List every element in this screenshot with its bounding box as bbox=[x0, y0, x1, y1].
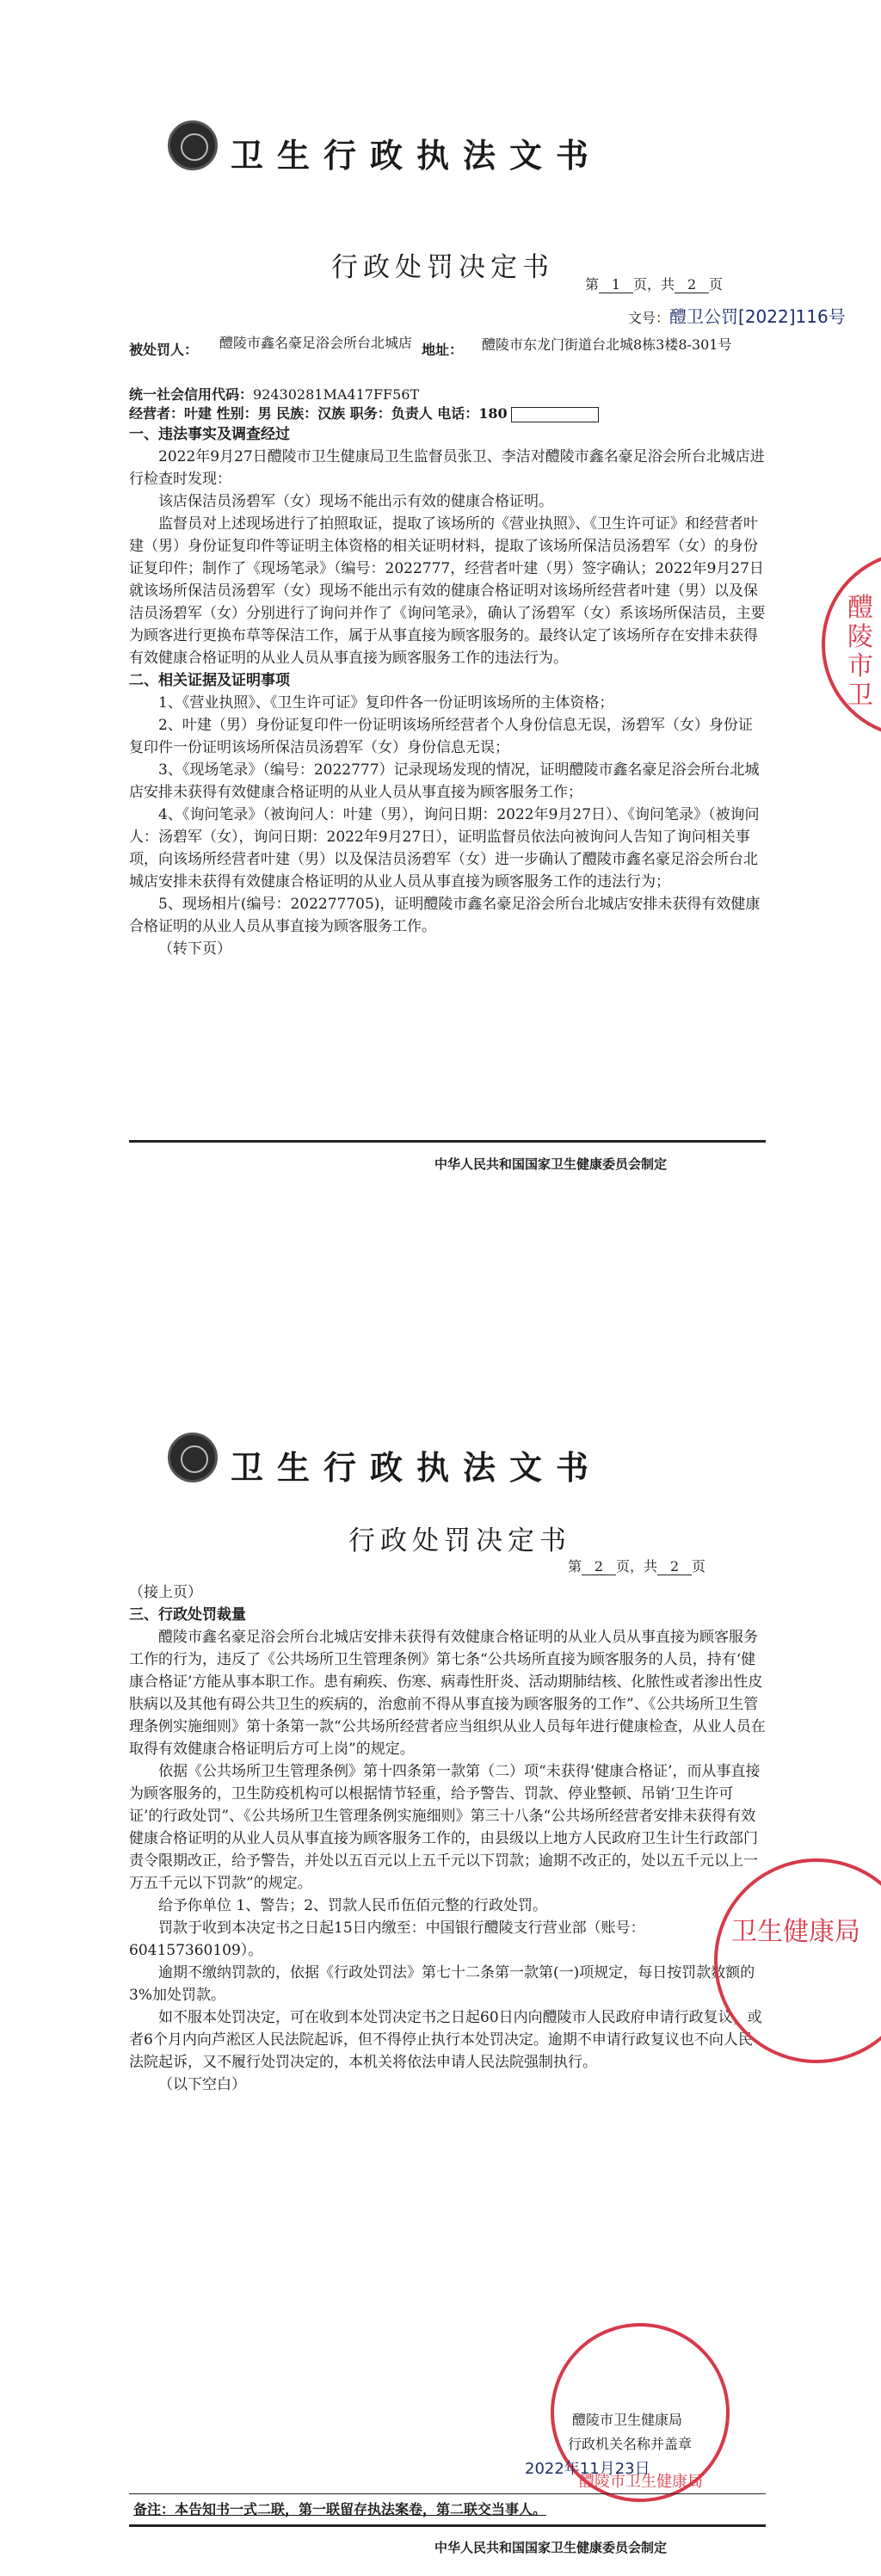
seal-text: 醴陵市卫 bbox=[847, 593, 873, 711]
section-1-para: 监督员对上述现场进行了拍照取证，提取了该场所的《营业执照》、《卫生许可证》和经营者叶建（男）身份证复印件等证明主体资格的相关证明材料，提取了该场所保洁员汤碧军（女）的身份证复印件；制作了《现场笔录》（编号：2022777，经营者叶建（男）签字确认；2022年9月27日就该场所保洁员汤碧军（女）现场不能出示有效的健康合格证明对该场所经营者叶建（男）以及保洁员汤碧军（女）分别进行了询问并作了《询问笔录》，确认了汤碧军（女）系该场所保洁员，主要为顾客进行更换布草等保洁工作，属于从事直接为顾客服务的。最终认定了该场所存在安排未获得有效健康合格证明的从业人员从事直接为顾客服务工作的违法行为。 bbox=[129, 515, 766, 667]
document-number: 文号：醴卫公罚[2022]116号 bbox=[628, 306, 846, 327]
party-address: 醴陵市东龙门街道台北城8栋3楼8-301号 bbox=[482, 336, 732, 353]
page-info: 第 2 页，共 2 页 bbox=[568, 1558, 706, 1575]
section-3-para: 如不服本处罚决定，可在收到本处罚决定书之日起60日内向醴陵市人民政府申请行政复议，或者6个月内向芦淞区人民法院起诉，但不得停止执行本处罚决定。逾期不申请行政复议也不向人民法院起诉，又不履行处罚决定的，本机关将依法申请人民法院强制执行。 bbox=[129, 2009, 762, 2071]
decision-title: 行政处罚决定书 bbox=[331, 252, 554, 283]
credit-code-line: 统一社会信用代码：92430281MA417FF56T bbox=[129, 386, 420, 403]
operator-line: 经营者：叶建 性别：男 民族：汉族 职务：负责人 电话：180 bbox=[129, 403, 599, 422]
section-1 bbox=[129, 423, 766, 960]
seal-text: 卫生健康局 bbox=[731, 1917, 860, 1947]
national-emblem-icon bbox=[168, 1433, 218, 1482]
section-3-para: 逾期不缴纳罚款的，依据《行政处罚法》第七十二条第一款第(一)项规定，每日按罚款数额的3%加处罚款。 bbox=[129, 1964, 755, 2004]
remarks-note: 备注：本告知书一式二联，第一联留存执法案卷，第二联交当事人。 bbox=[133, 2501, 547, 2517]
page-footer: 中华人民共和国国家卫生健康委员会制定 bbox=[434, 1156, 668, 1172]
party-name: 醴陵市鑫名豪足浴会所台北城店 bbox=[219, 335, 413, 351]
page-info: 第 1 页，共 2 页 bbox=[585, 276, 724, 293]
section-2-item: 5、现场相片(编号：202277705)，证明醴陵市鑫名豪足浴会所台北城店安排未获得有效健康合格证明的从业人员从事直接为顾客服务工作。 bbox=[129, 896, 761, 935]
page-footer: 中华人民共和国国家卫生健康委员会制定 bbox=[434, 2540, 668, 2555]
agency-name: 醴陵市卫生健康局 bbox=[572, 2412, 683, 2428]
continue-note: （转下页） bbox=[158, 940, 231, 958]
section-2-item: 4、《询问笔录》（被询问人：叶建（男），询问日期：2022年9月27日）、《询问笔录》（被询问人：汤碧军（女），询问日期：2022年9月27日），证明监督员依法向被询问人告知了询问相关事项，向该场所经营者叶建（男）以及保洁员汤碧军（女）进一步确认了醴陵市鑫名豪足浴会所台北城店安排未获得有效健康合格证明的从业人员从事直接为顾客服务工作的违法行为； bbox=[129, 806, 760, 891]
section-3-para: 给予你单位 1、警告；2、罚款人民币伍佰元整的行政处罚。 bbox=[158, 1897, 548, 1914]
section-3-para: 依据《公共场所卫生管理条例》第十四条第一款第（二）项“未获得‘健康合格证’，而从事直接为顾客服务的，卫生防疫机构可以根据情节轻重，给予警告、罚款、停业整顿、吊销‘卫生许可证’的行政处罚”、《公共场所卫生管理条例实施细则》第三十八条“公共场所经营者安排未获得有效健康合格证明的从业人员从事直接为顾客服务工作的，由县级以上地方人民政府卫生计生行政部门责令限期改正，给予警告，并处以五百元以上五千元以下罚款；逾期不改正的，处以五千元以上一万五千元以下罚款”的规定。 bbox=[129, 1763, 761, 1892]
redacted-phone-box bbox=[511, 407, 599, 422]
decision-date: 2022年11月23日 bbox=[525, 2460, 650, 2478]
section-3-para: 罚款于收到本决定书之日起15日内缴至：中国银行醴陵支行营业部（账号：604157360109）。 bbox=[129, 1920, 645, 1959]
section-3-para: 醴陵市鑫名豪足浴会所台北城店安排未获得有效健康合格证明的从业人员从事直接为顾客服务工作的行为，违反了《公共场所卫生管理条例》第七条“公共场所直接为顾客服务的人员，持有‘健康合格证’方能从事本职工作。患有痢疾、伤寒、病毒性肝炎、活动期肺结核、化脓性或者渗出性皮肤病以及其他有碍公共卫生的疾病的，治愈前不得从事直接为顾客服务的工作”、《公共场所卫生管理条例实施细则》第十条第一款“公共场所经营者应当组织从业人员每年进行健康检查，从业人员在取得有效健康合格证明后方可上岗”的规定。 bbox=[129, 1629, 766, 1758]
seal-text: 醴陵市卫生健康局 bbox=[579, 2473, 703, 2491]
section-2-item: 1、《营业执照》、《卫生许可证》复印件各一份证明该场所的主体资格； bbox=[158, 694, 614, 712]
section-2-item: 3、《现场笔录》（编号：2022777）记录现场发现的情况，证明醴陵市鑫名豪足浴会所台北城店安排未获得有效健康合格证明的从业人员从事直接为顾客服务工作； bbox=[129, 761, 760, 801]
note-rule bbox=[129, 2493, 766, 2494]
footer-rule bbox=[129, 1140, 766, 1143]
section-2-item: 2、叶建（男）身份证复印件一份证明该场所经营者个人身份信息无误，汤碧军（女）身份证复印件一份证明该场所保洁员汤碧军（女）身份信息无误； bbox=[129, 717, 753, 756]
section-3-title: 三、行政处罚裁量 bbox=[129, 1606, 246, 1624]
document-header-title: 卫生行政执法文书 bbox=[231, 1449, 603, 1487]
section-1-para: 该店保洁员汤碧军（女）现场不能出示有效的健康合格证明。 bbox=[158, 493, 553, 510]
section-1-para: 2022年9月27日醴陵市卫生健康局卫生监督员张卫、李洁对醴陵市鑫名豪足浴会所台北城店进行检查时发现： bbox=[129, 448, 765, 488]
agency-seal-note: 行政机关名称并盖章 bbox=[568, 2436, 693, 2452]
section-2-title: 二、相关证据及证明事项 bbox=[129, 672, 290, 689]
national-emblem-icon bbox=[168, 120, 218, 170]
blank-below-note: （以下空白） bbox=[158, 2076, 246, 2093]
continued-from-note: （接上页） bbox=[129, 1584, 202, 1601]
party-name-label: 被处罚人： bbox=[129, 342, 199, 358]
section-3 bbox=[129, 1581, 766, 2096]
section-1-title: 一、违法事实及调查经过 bbox=[129, 426, 290, 443]
address-label: 地址： bbox=[422, 342, 464, 358]
document-header-title: 卫生行政执法文书 bbox=[231, 137, 603, 175]
footer-rule bbox=[129, 2524, 766, 2527]
decision-title: 行政处罚决定书 bbox=[348, 1525, 571, 1556]
